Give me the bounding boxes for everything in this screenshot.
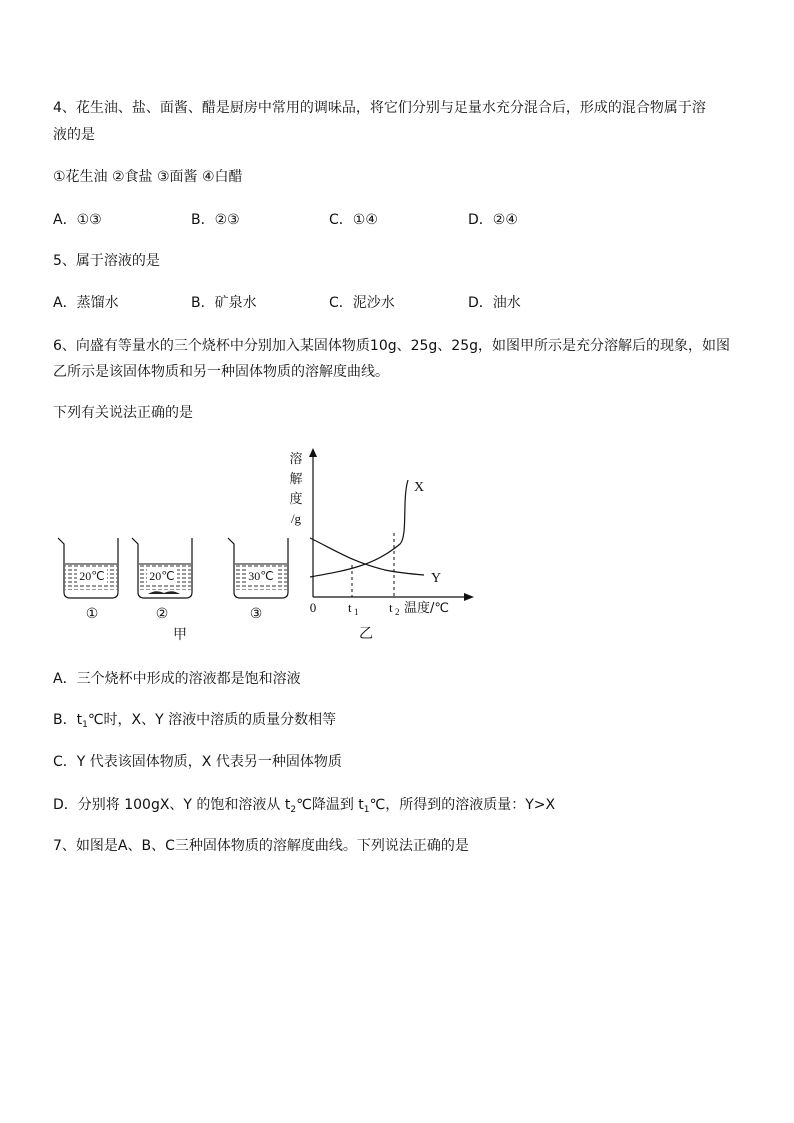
q4-option-b: B．②③ <box>191 212 240 228</box>
beaker-1-number: ① <box>85 607 99 622</box>
curve-y <box>310 538 424 575</box>
q6-option-b <box>53 710 336 735</box>
q6-option-a: A．三个烧杯中形成的溶液都是饱和溶液 <box>53 671 301 687</box>
y-label-1: 溶 <box>289 452 303 467</box>
beaker-3-temp: 30℃ <box>248 569 274 583</box>
q5-stem: 5、属于溶液的是 <box>53 253 160 269</box>
q6-figure <box>50 440 490 650</box>
beaker-1 <box>58 538 118 622</box>
x-axis-label: 温度/℃ <box>404 601 449 616</box>
beaker-3-number: ③ <box>249 607 263 622</box>
curve-x-label: X <box>414 480 425 495</box>
beaker-2-temp: 20℃ <box>149 569 175 583</box>
caption-jia: 甲 <box>173 627 187 643</box>
q6-option-d-sub2: 1 <box>363 805 370 815</box>
q4-stem-line2: 液的是 <box>53 127 95 143</box>
y-axis-arrow <box>309 448 317 457</box>
beaker-2 <box>132 538 192 622</box>
q7-stem: 7、如图是A、B、C三种固体物质的溶解度曲线。下列说法正确的是 <box>53 838 469 854</box>
solubility-chart <box>289 448 474 642</box>
t2-sub: 2 <box>395 607 400 617</box>
q6-option-b-sub: 1 <box>82 720 88 730</box>
q4-items: ①花生油 ②食盐 ③面酱 ④白醋 <box>53 169 243 185</box>
q6-option-d-mid: ℃降温到 t <box>296 797 364 813</box>
beaker-2-number: ② <box>155 607 169 622</box>
curve-x <box>310 480 408 577</box>
curve-y-label: Y <box>431 571 442 586</box>
q6-stem-line1: 6、向盛有等量水的三个烧杯中分别加入某固体物质10g、25g、25g，如图甲所示是充分溶解后的现象，如图 <box>53 338 731 354</box>
t1-label: t <box>348 600 352 615</box>
y-label-2: 解 <box>289 472 303 487</box>
q6-option-d-pre: D．分别将 100gX、Y 的饱和溶液从 t <box>53 797 291 813</box>
q6-stem-line2: 乙所示是该固体物质和另一种固体物质的溶解度曲线。 <box>53 364 389 380</box>
t1-sub: 1 <box>354 607 359 617</box>
y-label-3: 度 <box>289 492 303 507</box>
q6-option-b-pre: B．t <box>53 712 83 728</box>
t2-label: t <box>389 600 393 615</box>
q5-option-a: A．蒸馏水 <box>53 295 119 311</box>
q6-prompt: 下列有关说法正确的是 <box>53 405 193 421</box>
q5-option-b: B．矿泉水 <box>191 295 257 311</box>
q6-option-d <box>53 795 555 820</box>
q4-option-c: C．①④ <box>329 212 378 228</box>
beaker-3 <box>228 538 288 622</box>
y-label-4: /g <box>290 511 302 526</box>
x-axis-arrow <box>464 593 474 601</box>
q6-option-b-post: ℃时，X、Y 溶液中溶质的质量分数相等 <box>87 712 337 728</box>
beaker-1-temp: 20℃ <box>79 569 105 583</box>
q6-option-d-post: ℃，所得到的溶液质量：Y>X <box>369 797 556 813</box>
q4-stem-line1: 4、花生油、盐、面酱、醋是厨房中常用的调味品，将它们分别与足量水充分混合后，形成的混合物属于溶 <box>53 100 706 116</box>
q5-option-c: C．泥沙水 <box>329 295 395 311</box>
undissolved-solid <box>148 591 180 594</box>
q5-option-d: D．油水 <box>468 295 521 311</box>
q4-option-a: A．①③ <box>53 212 102 228</box>
q6-option-c: C．Y 代表该固体物质，X 代表另一种固体物质 <box>53 754 342 770</box>
q4-option-d: D．②④ <box>468 212 518 228</box>
origin-label: 0 <box>309 600 317 615</box>
q6-option-d-sub1: 2 <box>290 805 297 815</box>
caption-yi: 乙 <box>359 626 373 642</box>
